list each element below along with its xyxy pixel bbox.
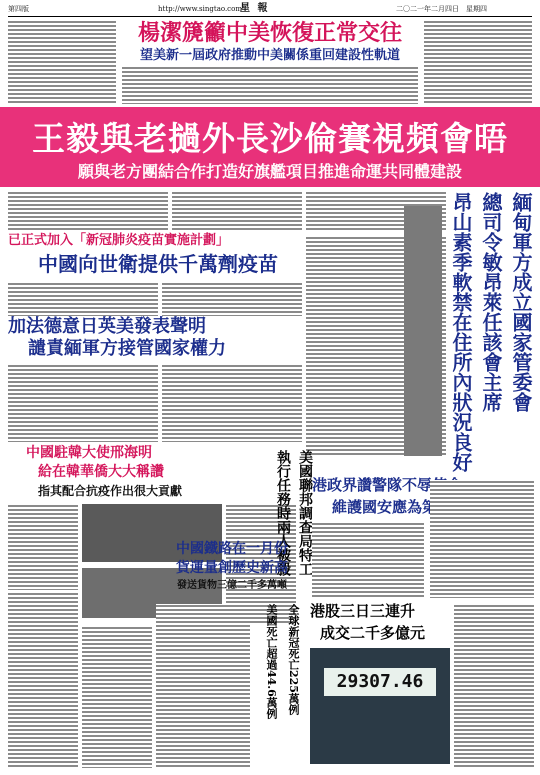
covid-line2: 美國死亡超過44.6萬例	[265, 604, 278, 719]
top-story-header	[120, 19, 420, 65]
myanmar-statement-headline	[8, 316, 298, 362]
masthead	[8, 3, 532, 17]
myanmar-line3: 昂山素季軟禁在住所內狀況良好	[449, 192, 473, 472]
myanmar-committee-headline	[444, 192, 536, 477]
rail-headline	[156, 540, 308, 602]
text-column	[162, 282, 302, 316]
top-story-headline: 楊潔篪籲中美恢復正常交往	[137, 20, 402, 46]
text-column	[8, 592, 78, 768]
banner-headline: 王毅與老撾外長沙倫賽視頻會晤	[32, 119, 508, 158]
stock-board-value: 29307.46	[324, 668, 436, 696]
text-column	[162, 364, 302, 442]
top-story-subhead: 望美新一屆政府推動中美關係重回建設性軌道	[139, 48, 400, 63]
rail-line2: 貨運量創歷史新高	[176, 560, 288, 576]
page-number: 第四版	[8, 5, 29, 13]
text-column	[172, 191, 302, 231]
masthead-url[interactable]: http://www.singtao.com	[158, 5, 242, 13]
text-column	[424, 20, 532, 104]
masthead-date: 二〇二一年二月四日 星期四	[396, 5, 487, 13]
covid-line1: 全球新冠死亡225萬例	[287, 604, 300, 715]
text-column	[8, 282, 158, 316]
myanmar-photo	[404, 206, 442, 456]
text-column	[156, 604, 250, 768]
stocks-line2: 成交二千多億元	[320, 624, 426, 642]
hk-stocks-headline	[310, 600, 450, 646]
statement-line1: 加法德意日英美發表聲明	[8, 316, 206, 337]
text-column	[8, 191, 168, 231]
text-column	[122, 66, 418, 104]
covid-headline	[254, 604, 304, 764]
ambassador-line3: 指其配合抗疫作出很大貢獻	[38, 484, 183, 498]
statement-line2: 譴責緬軍方接管國家權力	[28, 338, 226, 359]
banner-subhead: 願與老方團結合作打造好旗艦項目推進命運共同體建設	[77, 162, 462, 181]
hk-police-line1: 港政界讚警隊不辱使命	[312, 476, 463, 494]
lead-banner	[0, 107, 540, 187]
ambassador-line1: 中國駐韓大使邢海明	[26, 445, 152, 461]
text-column	[8, 364, 158, 442]
fbi-line2: 執行任務時兩人被殺	[275, 450, 291, 576]
myanmar-line2: 總司令敏昂萊任該會主席	[479, 192, 503, 412]
vaccine-headline-block	[8, 232, 298, 282]
text-column	[312, 522, 424, 598]
ambassador-headline	[8, 444, 208, 502]
fbi-line1: 美國聯邦調查局特工	[297, 450, 313, 576]
text-column	[454, 604, 534, 768]
ambassador-line2: 給在韓華僑大大稱讚	[38, 464, 164, 480]
text-column	[82, 626, 152, 768]
text-column	[8, 20, 116, 104]
masthead-logo: 星 報	[240, 3, 270, 14]
text-column	[430, 480, 534, 598]
hk-police-line2: 維護國安應為第一要務	[332, 498, 483, 516]
rail-line1: 中國鐵路在一月份	[176, 541, 288, 557]
stocks-line1: 港股三日三連升	[310, 602, 416, 620]
stock-board-photo	[310, 648, 450, 764]
text-column	[8, 504, 78, 590]
vaccine-headline: 中國向世衛提供千萬劑疫苗	[38, 252, 278, 276]
rail-line3: 發送貨物三億二千多萬噸	[177, 580, 287, 591]
vaccine-kicker: 已正式加入「新冠肺炎疫苗實施計劃」	[8, 233, 230, 248]
myanmar-line1: 緬甸軍方成立國家管委會	[509, 192, 533, 412]
